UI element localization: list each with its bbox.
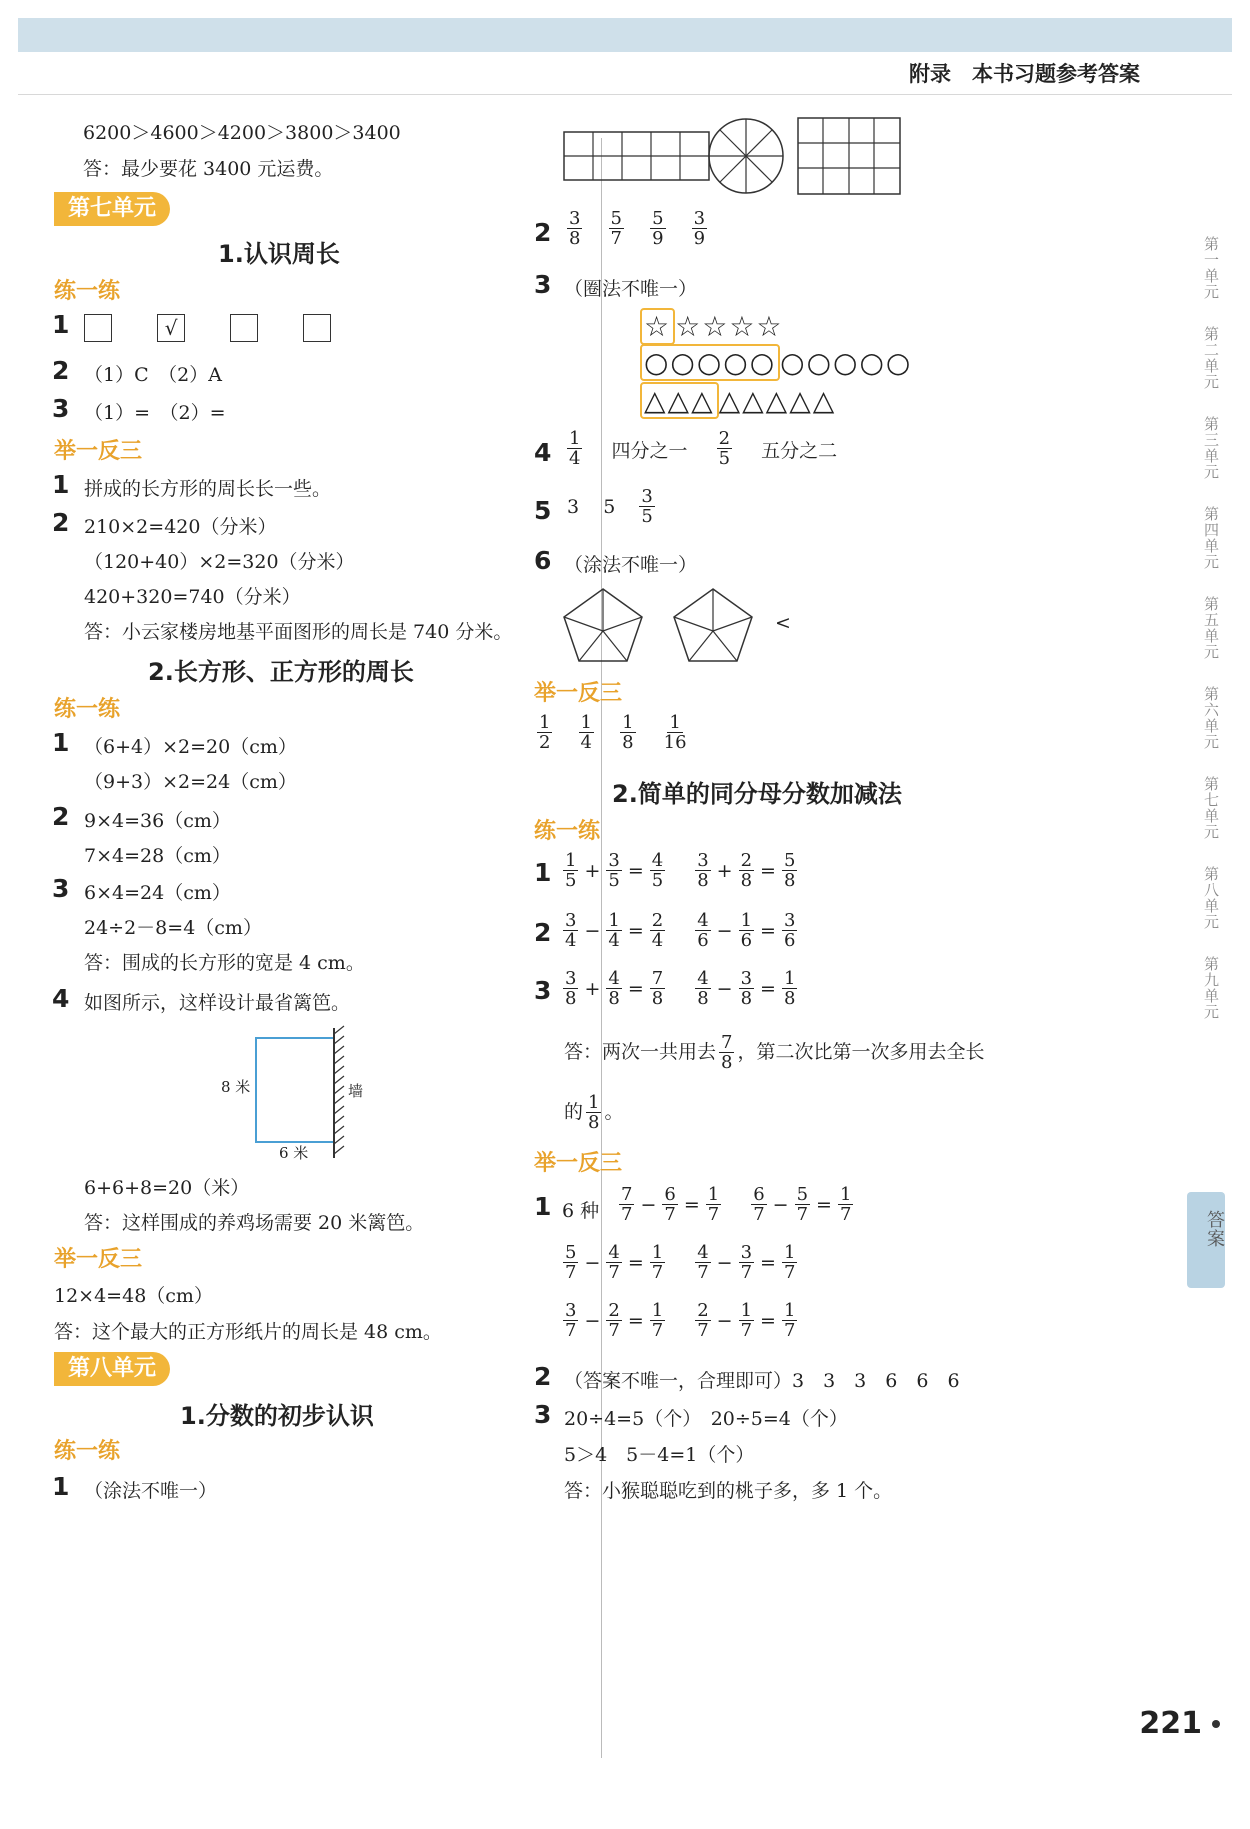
- sidebar-tab-answers[interactable]: 答案: [1204, 1210, 1225, 1248]
- operator: +: [716, 860, 733, 882]
- sidebar-tab-unit-8[interactable]: 第八单元: [1202, 866, 1220, 930]
- denominator: 7: [796, 1204, 809, 1225]
- numerator: 3: [740, 968, 753, 989]
- denominator: 4: [565, 930, 577, 951]
- denominator: 7: [608, 1262, 620, 1283]
- star-row: [640, 308, 784, 345]
- compare-sign: <: [775, 612, 791, 634]
- denominator: 5: [608, 870, 620, 891]
- denominator: 5: [718, 448, 731, 469]
- fraction: [650, 1302, 665, 1340]
- fraction: [692, 210, 707, 248]
- fraction: [782, 970, 797, 1008]
- answer-text: 12×4=48（cm）: [54, 1285, 213, 1307]
- numerator: 2: [740, 850, 753, 871]
- numerator: 1: [651, 1300, 664, 1321]
- fraction: [650, 970, 665, 1008]
- denominator: 8: [608, 988, 620, 1009]
- comparison-line: 6200＞4600＞4200＞3800＞3400: [83, 122, 401, 144]
- answer-text: 。: [604, 1101, 624, 1123]
- fraction-figures: [562, 116, 907, 196]
- fraction: [719, 1034, 734, 1072]
- numerator: 2: [718, 428, 731, 449]
- fraction: [662, 1186, 677, 1224]
- numerator: 3: [697, 850, 709, 871]
- numerator: 3: [740, 1242, 753, 1263]
- fraction: [782, 1244, 797, 1282]
- fraction: [739, 852, 754, 890]
- question-number: 3: [534, 976, 552, 1005]
- denominator: 7: [608, 1320, 620, 1341]
- denominator: 7: [565, 1262, 577, 1283]
- denominator: 7: [697, 1262, 709, 1283]
- numerator: 3: [608, 850, 620, 871]
- denominator: 7: [707, 1204, 720, 1225]
- operator: =: [627, 860, 644, 882]
- numerator: 1: [588, 1092, 600, 1113]
- sidebar-tab-unit-2[interactable]: 第二单元: [1202, 326, 1220, 390]
- numerator: 2: [697, 1300, 709, 1321]
- numerator: 1: [622, 712, 634, 733]
- answer-box: [303, 314, 331, 342]
- denominator: 7: [740, 1262, 753, 1283]
- question-number: 2: [52, 356, 70, 385]
- answer-text: 答：围成的长方形的宽是 4 cm。: [84, 952, 365, 974]
- fraction: [567, 430, 582, 468]
- denominator: 7: [651, 1320, 664, 1341]
- answer-text: 5: [603, 496, 616, 518]
- denominator: 5: [565, 870, 577, 891]
- answer-text: 答：小猴聪聪吃到的桃子多，多 1 个。: [564, 1480, 893, 1502]
- sidebar-tab-unit-1[interactable]: 第一单元: [1202, 236, 1220, 300]
- numerator: 5: [652, 208, 664, 229]
- numerator: 4: [697, 910, 709, 931]
- question-number: 1: [52, 1472, 70, 1501]
- answer-text: 5＞4 5－4=1（个）: [564, 1444, 755, 1466]
- lesson-title: 2.简单的同分母分数加减法: [612, 780, 902, 808]
- fraction: [650, 210, 665, 248]
- numerator: 7: [721, 1032, 733, 1053]
- shape-group: △△△△△: [718, 384, 837, 417]
- answer-text: （1）= （2）=: [84, 402, 226, 424]
- answer-text: （答案不唯一，合理即可）3 3 3 6 6 6: [564, 1370, 960, 1392]
- section-label: 练一练: [54, 697, 121, 722]
- sidebar-tab-unit-7[interactable]: 第七单元: [1202, 776, 1220, 840]
- numerator: 3: [783, 910, 796, 931]
- fraction: [739, 912, 754, 950]
- lesson-title: 1.认识周长: [218, 240, 340, 268]
- denominator: 4: [651, 930, 664, 951]
- numerator: 1: [565, 850, 577, 871]
- sidebar-tab-unit-3[interactable]: 第三单元: [1202, 416, 1220, 480]
- answer-box: [84, 314, 112, 342]
- answer-text: 答：这个最大的正方形纸片的周长是 48 cm。: [54, 1321, 442, 1343]
- operator: −: [716, 978, 733, 1000]
- operator: =: [760, 920, 776, 942]
- denominator: 4: [580, 732, 592, 753]
- fraction: [619, 1186, 634, 1224]
- numerator: 4: [697, 1242, 709, 1263]
- section-label: 练一练: [54, 1439, 121, 1464]
- fraction-row: [534, 714, 692, 752]
- denominator: 5: [651, 870, 664, 891]
- operator: −: [716, 1310, 733, 1332]
- numerator: 2: [651, 910, 664, 931]
- numerator: 5: [565, 1242, 577, 1263]
- denominator: 7: [651, 1262, 664, 1283]
- top-color-bar: [18, 18, 1232, 52]
- fraction: [662, 714, 689, 752]
- fraction: [639, 488, 654, 526]
- denominator: 4: [569, 448, 581, 469]
- fraction: [563, 912, 578, 950]
- denominator: 7: [697, 1320, 709, 1341]
- answer-text: 9×4=36（cm）: [84, 810, 231, 832]
- operator: −: [584, 1310, 601, 1332]
- operator: =: [760, 860, 776, 882]
- denominator: 7: [565, 1320, 577, 1341]
- denominator: 5: [641, 506, 653, 527]
- answer-row: [564, 430, 840, 468]
- denominator: 7: [783, 1320, 796, 1341]
- operator: =: [627, 978, 644, 1000]
- section-label: 练一练: [534, 819, 601, 844]
- operator: =: [760, 1252, 776, 1274]
- answer-text: （6+4）×2=20（cm）: [84, 736, 297, 758]
- denominator: 6: [740, 930, 753, 951]
- fraction: [795, 1186, 810, 1224]
- section-label: 举一反三: [54, 439, 143, 464]
- answer-text: 的: [564, 1101, 584, 1123]
- section-label: 举一反三: [54, 1247, 143, 1272]
- fraction: [606, 1302, 621, 1340]
- denominator: 9: [652, 228, 664, 249]
- question-number: 3: [52, 394, 70, 423]
- denominator: 7: [740, 1320, 753, 1341]
- numerator: 3: [693, 208, 706, 229]
- numerator: 1: [783, 1300, 796, 1321]
- fraction: [606, 1244, 621, 1282]
- denominator: 8: [622, 732, 634, 753]
- question-number: 2: [534, 218, 552, 247]
- numerator: 1: [740, 910, 753, 931]
- answer-text: 20÷4=5（个） 20÷5=4（个）: [564, 1408, 848, 1430]
- numerator: 2: [608, 1300, 620, 1321]
- operator: =: [627, 1252, 644, 1274]
- fig-label-height: 8 米: [221, 1078, 251, 1096]
- numerator: 6: [664, 1184, 676, 1205]
- answer-text: 6+6+8=20（米）: [84, 1177, 250, 1199]
- numerator: 1: [783, 1242, 796, 1263]
- answer-text: 如图所示，这样设计最省篱笆。: [84, 992, 351, 1014]
- numerator: 1: [608, 910, 620, 931]
- equation-row: [560, 970, 800, 1008]
- numerator: 4: [697, 968, 709, 989]
- question-number: 1: [534, 1192, 552, 1221]
- sidebar-tab-unit-5[interactable]: 第五单元: [1202, 596, 1220, 660]
- denominator: 8: [569, 228, 581, 249]
- question-number: 2: [52, 802, 70, 831]
- fraction: [650, 1244, 665, 1282]
- checkbox-row: [84, 314, 361, 342]
- denominator: 8: [721, 1052, 733, 1073]
- answer-text: 6×4=24（cm）: [84, 882, 231, 904]
- denominator: 8: [697, 870, 709, 891]
- question-number: 1: [52, 728, 70, 757]
- denominator: 7: [839, 1204, 852, 1225]
- section-label: 举一反三: [534, 1151, 623, 1176]
- section-label: 练一练: [54, 279, 121, 304]
- equation-row: [560, 912, 800, 950]
- question-number: 3: [52, 874, 70, 903]
- answer-text: 24÷2－8=4（cm）: [84, 917, 262, 939]
- equation-row: [560, 852, 800, 890]
- fraction: [609, 210, 624, 248]
- answer-text: （涂法不唯一）: [84, 1480, 218, 1502]
- circled-group: △△△: [640, 382, 719, 419]
- unit-badge-8: 第八单元: [54, 1352, 170, 1386]
- page-header-title: 附录 本书习题参考答案: [909, 62, 1140, 86]
- denominator: 7: [610, 228, 622, 249]
- operator: −: [772, 1194, 789, 1216]
- question-number: 6: [534, 546, 552, 575]
- answer-box: [230, 314, 258, 342]
- question-number: 3: [534, 270, 552, 299]
- answer-text: 6 种: [562, 1200, 600, 1222]
- sidebar-tab-unit-9[interactable]: 第九单元: [1202, 956, 1220, 1020]
- numerator: 6: [753, 1184, 765, 1205]
- denominator: 8: [783, 870, 796, 891]
- numerator: 4: [651, 850, 664, 871]
- fraction: [650, 912, 665, 950]
- circled-group: ☆: [640, 308, 675, 345]
- numerator: 1: [669, 712, 681, 733]
- triangle-row: [640, 382, 836, 419]
- numerator: 1: [783, 968, 796, 989]
- answer-text: 答：这样围成的养鸡场需要 20 米篱笆。: [84, 1212, 425, 1234]
- operator: −: [584, 920, 601, 942]
- answer-text: 四分之一: [611, 439, 688, 462]
- numerator: 4: [608, 968, 620, 989]
- equation-row: [616, 1186, 856, 1224]
- denominator: 7: [621, 1204, 633, 1225]
- answer-text: 3: [567, 496, 580, 518]
- fraction: [751, 1186, 766, 1224]
- operator: =: [760, 978, 776, 1000]
- fraction: [782, 1302, 797, 1340]
- operator: =: [627, 920, 644, 942]
- operator: +: [584, 978, 601, 1000]
- question-number: 1: [52, 310, 70, 339]
- fraction: [739, 970, 754, 1008]
- shape-group: ☆☆☆☆: [675, 310, 784, 343]
- denominator: 4: [608, 930, 620, 951]
- fraction: [606, 912, 621, 950]
- numerator: 7: [651, 968, 664, 989]
- answer-text: ，第二次比第一次多用去全长: [737, 1041, 985, 1063]
- fraction: [717, 430, 732, 468]
- numerator: 1: [740, 1300, 753, 1321]
- numerator: 5: [783, 850, 796, 871]
- question-number: 1: [534, 858, 552, 887]
- question-number: 4: [534, 438, 552, 467]
- fraction: [579, 714, 594, 752]
- denominator: 2: [539, 732, 551, 753]
- answer-row: [564, 488, 658, 526]
- sidebar-tab-unit-4[interactable]: 第四单元: [1202, 506, 1220, 570]
- operator: −: [716, 1252, 733, 1274]
- pentagon-figures: [560, 586, 760, 664]
- fraction: [695, 852, 710, 890]
- fraction: [563, 1244, 578, 1282]
- denominator: 8: [783, 988, 796, 1009]
- fraction: [567, 210, 582, 248]
- answer-box-checked: √: [157, 314, 185, 342]
- denominator: 8: [565, 988, 577, 1009]
- answer-text: （涂法不唯一）: [564, 554, 698, 576]
- unit-badge-7: 第七单元: [54, 192, 170, 226]
- lesson-title: 2.长方形、正方形的周长: [148, 658, 414, 686]
- fraction: [606, 852, 621, 890]
- fraction: [695, 1244, 710, 1282]
- denominator: 7: [783, 1262, 796, 1283]
- question-number: 2: [534, 1362, 552, 1391]
- shape-group: ○○○○○: [780, 346, 913, 379]
- numerator: 3: [565, 968, 577, 989]
- numerator: 7: [621, 1184, 633, 1205]
- fraction: [739, 1302, 754, 1340]
- answer-text: 答：两次一共用去: [564, 1041, 717, 1063]
- fig-label-wall: 墙: [348, 1082, 364, 1100]
- answer-text: （圈法不唯一）: [564, 278, 698, 300]
- numerator: 1: [651, 1242, 664, 1263]
- fraction: [537, 714, 552, 752]
- fraction: [706, 1186, 721, 1224]
- question-number: 4: [52, 984, 70, 1013]
- denominator: 7: [753, 1204, 765, 1225]
- numerator: 5: [610, 208, 622, 229]
- numerator: 5: [796, 1184, 809, 1205]
- question-number: 2: [534, 918, 552, 947]
- fraction: [586, 1094, 601, 1132]
- circled-group: ○○○○○: [640, 344, 780, 381]
- denominator: 8: [588, 1112, 600, 1133]
- numerator: 1: [580, 712, 592, 733]
- question-number: 2: [52, 508, 70, 537]
- operator: −: [640, 1194, 657, 1216]
- denominator: 7: [664, 1204, 676, 1225]
- numerator: 4: [608, 1242, 620, 1263]
- denominator: 9: [693, 228, 706, 249]
- numerator: 3: [565, 910, 577, 931]
- fraction: [695, 912, 710, 950]
- answer-text: （9+3）×2=24（cm）: [84, 771, 297, 793]
- fraction: [695, 970, 710, 1008]
- numerator: 3: [565, 1300, 577, 1321]
- numerator: 3: [641, 486, 653, 507]
- question-number: 1: [52, 470, 70, 499]
- fraction: [695, 1302, 710, 1340]
- operator: −: [584, 1252, 601, 1274]
- answer-text: 420+320=740（分米）: [84, 586, 301, 608]
- answer-row: [564, 1094, 623, 1132]
- equation-row: [560, 1302, 800, 1340]
- denominator: 8: [651, 988, 664, 1009]
- answer-line: 答：最少要花 3400 元运费。: [83, 158, 334, 180]
- fraction: [739, 1244, 754, 1282]
- answer-row: [564, 1034, 984, 1072]
- answer-text: （120+40）×2=320（分米）: [84, 551, 355, 573]
- answer-text: 7×4=28（cm）: [84, 845, 231, 867]
- operator: =: [760, 1310, 776, 1332]
- fraction: [606, 970, 621, 1008]
- operator: =: [816, 1194, 832, 1216]
- fraction: [838, 1186, 853, 1224]
- operator: =: [627, 1310, 644, 1332]
- fraction: [782, 912, 797, 950]
- fraction: [563, 1302, 578, 1340]
- fraction: [650, 852, 665, 890]
- numerator: 3: [569, 208, 581, 229]
- denominator: 6: [783, 930, 796, 951]
- denominator: 16: [663, 732, 687, 753]
- numerator: 1: [569, 428, 581, 449]
- operator: =: [683, 1194, 700, 1216]
- fig-label-width: 6 米: [279, 1144, 309, 1162]
- fraction: [563, 852, 578, 890]
- answer-text: 210×2=420（分米）: [84, 516, 277, 538]
- denominator: 6: [697, 930, 709, 951]
- fraction: [620, 714, 635, 752]
- equation-row: [560, 1244, 800, 1282]
- answer-text: 五分之二: [761, 439, 838, 462]
- denominator: 8: [740, 870, 753, 891]
- answer-text: 答：小云家楼房地基平面图形的周长是 740 分米。: [84, 621, 513, 643]
- numerator: 1: [839, 1184, 852, 1205]
- fraction: [782, 852, 797, 890]
- numerator: 1: [539, 712, 551, 733]
- page-number: 221: [1139, 1706, 1202, 1741]
- numerator: 1: [707, 1184, 720, 1205]
- answer-text: 拼成的长方形的周长长一些。: [84, 478, 332, 500]
- question-number: 3: [534, 1400, 552, 1429]
- page-dot: [1212, 1720, 1220, 1728]
- fraction-row: [564, 210, 710, 248]
- sidebar-tab-unit-6[interactable]: 第六单元: [1202, 686, 1220, 750]
- answer-text: （1）C （2）A: [84, 364, 222, 386]
- operator: −: [716, 920, 733, 942]
- circle-row: [640, 344, 912, 381]
- denominator: 8: [740, 988, 753, 1009]
- operator: +: [584, 860, 601, 882]
- denominator: 8: [697, 988, 709, 1009]
- lesson-title: 1.分数的初步认识: [180, 1402, 374, 1430]
- section-label: 举一反三: [534, 681, 623, 706]
- question-number: 5: [534, 496, 552, 525]
- fraction: [563, 970, 578, 1008]
